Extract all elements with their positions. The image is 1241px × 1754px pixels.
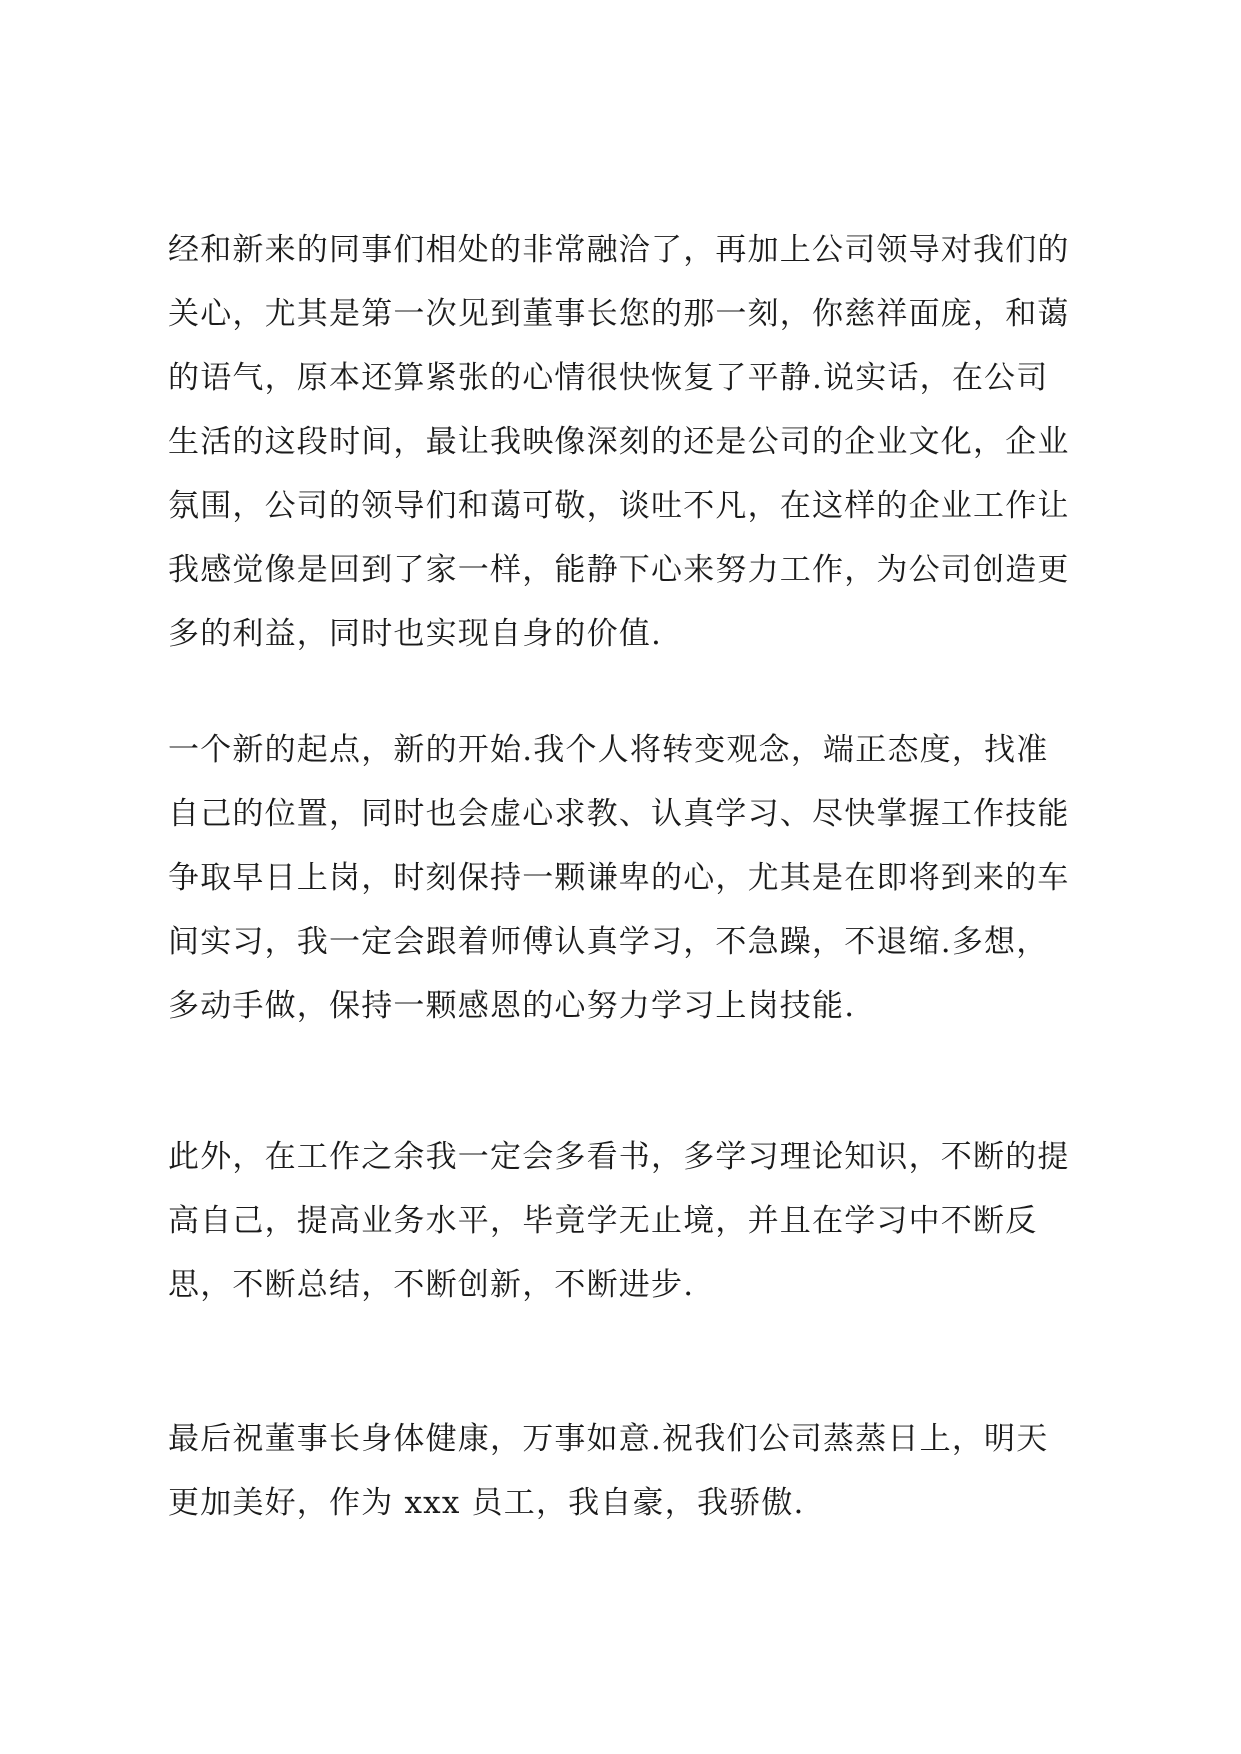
paragraph-line: 此外，在工作之余我一定会多看书，多学习理论知识，不断的提	[168, 1139, 1070, 1175]
paragraph-line: 关心，尤其是第一次见到董事长您的那一刻，你慈祥面庞，和蔼	[168, 296, 1070, 332]
paragraph-line: 氛围，公司的领导们和蔼可敬，谈吐不凡，在这样的企业工作让	[168, 488, 1070, 524]
paragraph-line: 自己的位置，同时也会虚心求教、认真学习、尽快掌握工作技能	[168, 796, 1070, 832]
paragraph-line: 更加美好，作为 xxx 员工，我自豪，我骄傲.	[168, 1485, 805, 1521]
paragraph-line: 间实习，我一定会跟着师傅认真学习，不急躁，不退缩.多想，	[168, 924, 1049, 960]
paragraph-line: 思，不断总结，不断创新，不断进步.	[168, 1267, 695, 1303]
paragraph-line: 生活的这段时间，最让我映像深刻的还是公司的企业文化，企业	[168, 424, 1070, 460]
paragraph-line: 最后祝董事长身体健康，万事如意.祝我们公司蒸蒸日上，明天	[168, 1421, 1049, 1457]
paragraph-line: 我感觉像是回到了家一样，能静下心来努力工作，为公司创造更	[168, 552, 1070, 588]
paragraph-line: 多的利益，同时也实现自身的价值.	[168, 616, 663, 652]
paragraph-line: 经和新来的同事们相处的非常融洽了，再加上公司领导对我们的	[168, 232, 1070, 268]
paragraph	[168, 1407, 1108, 1535]
paragraph-line: 的语气，原本还算紧张的心情很快恢复了平静.说实话，在公司	[168, 360, 1049, 396]
paragraph-line: 一个新的起点，新的开始.我个人将转变观念，端正态度，找准	[168, 732, 1049, 768]
paragraph-line: 多动手做，保持一颗感恩的心努力学习上岗技能.	[168, 988, 856, 1024]
paragraph	[168, 218, 1108, 666]
paragraph	[168, 718, 1108, 1038]
paragraph-line: 高自己，提高业务水平，毕竟学无止境，并且在学习中不断反	[168, 1203, 1038, 1239]
paragraph-line: 争取早日上岗，时刻保持一颗谦卑的心，尤其是在即将到来的车	[168, 860, 1070, 896]
paragraph	[168, 1125, 1108, 1317]
